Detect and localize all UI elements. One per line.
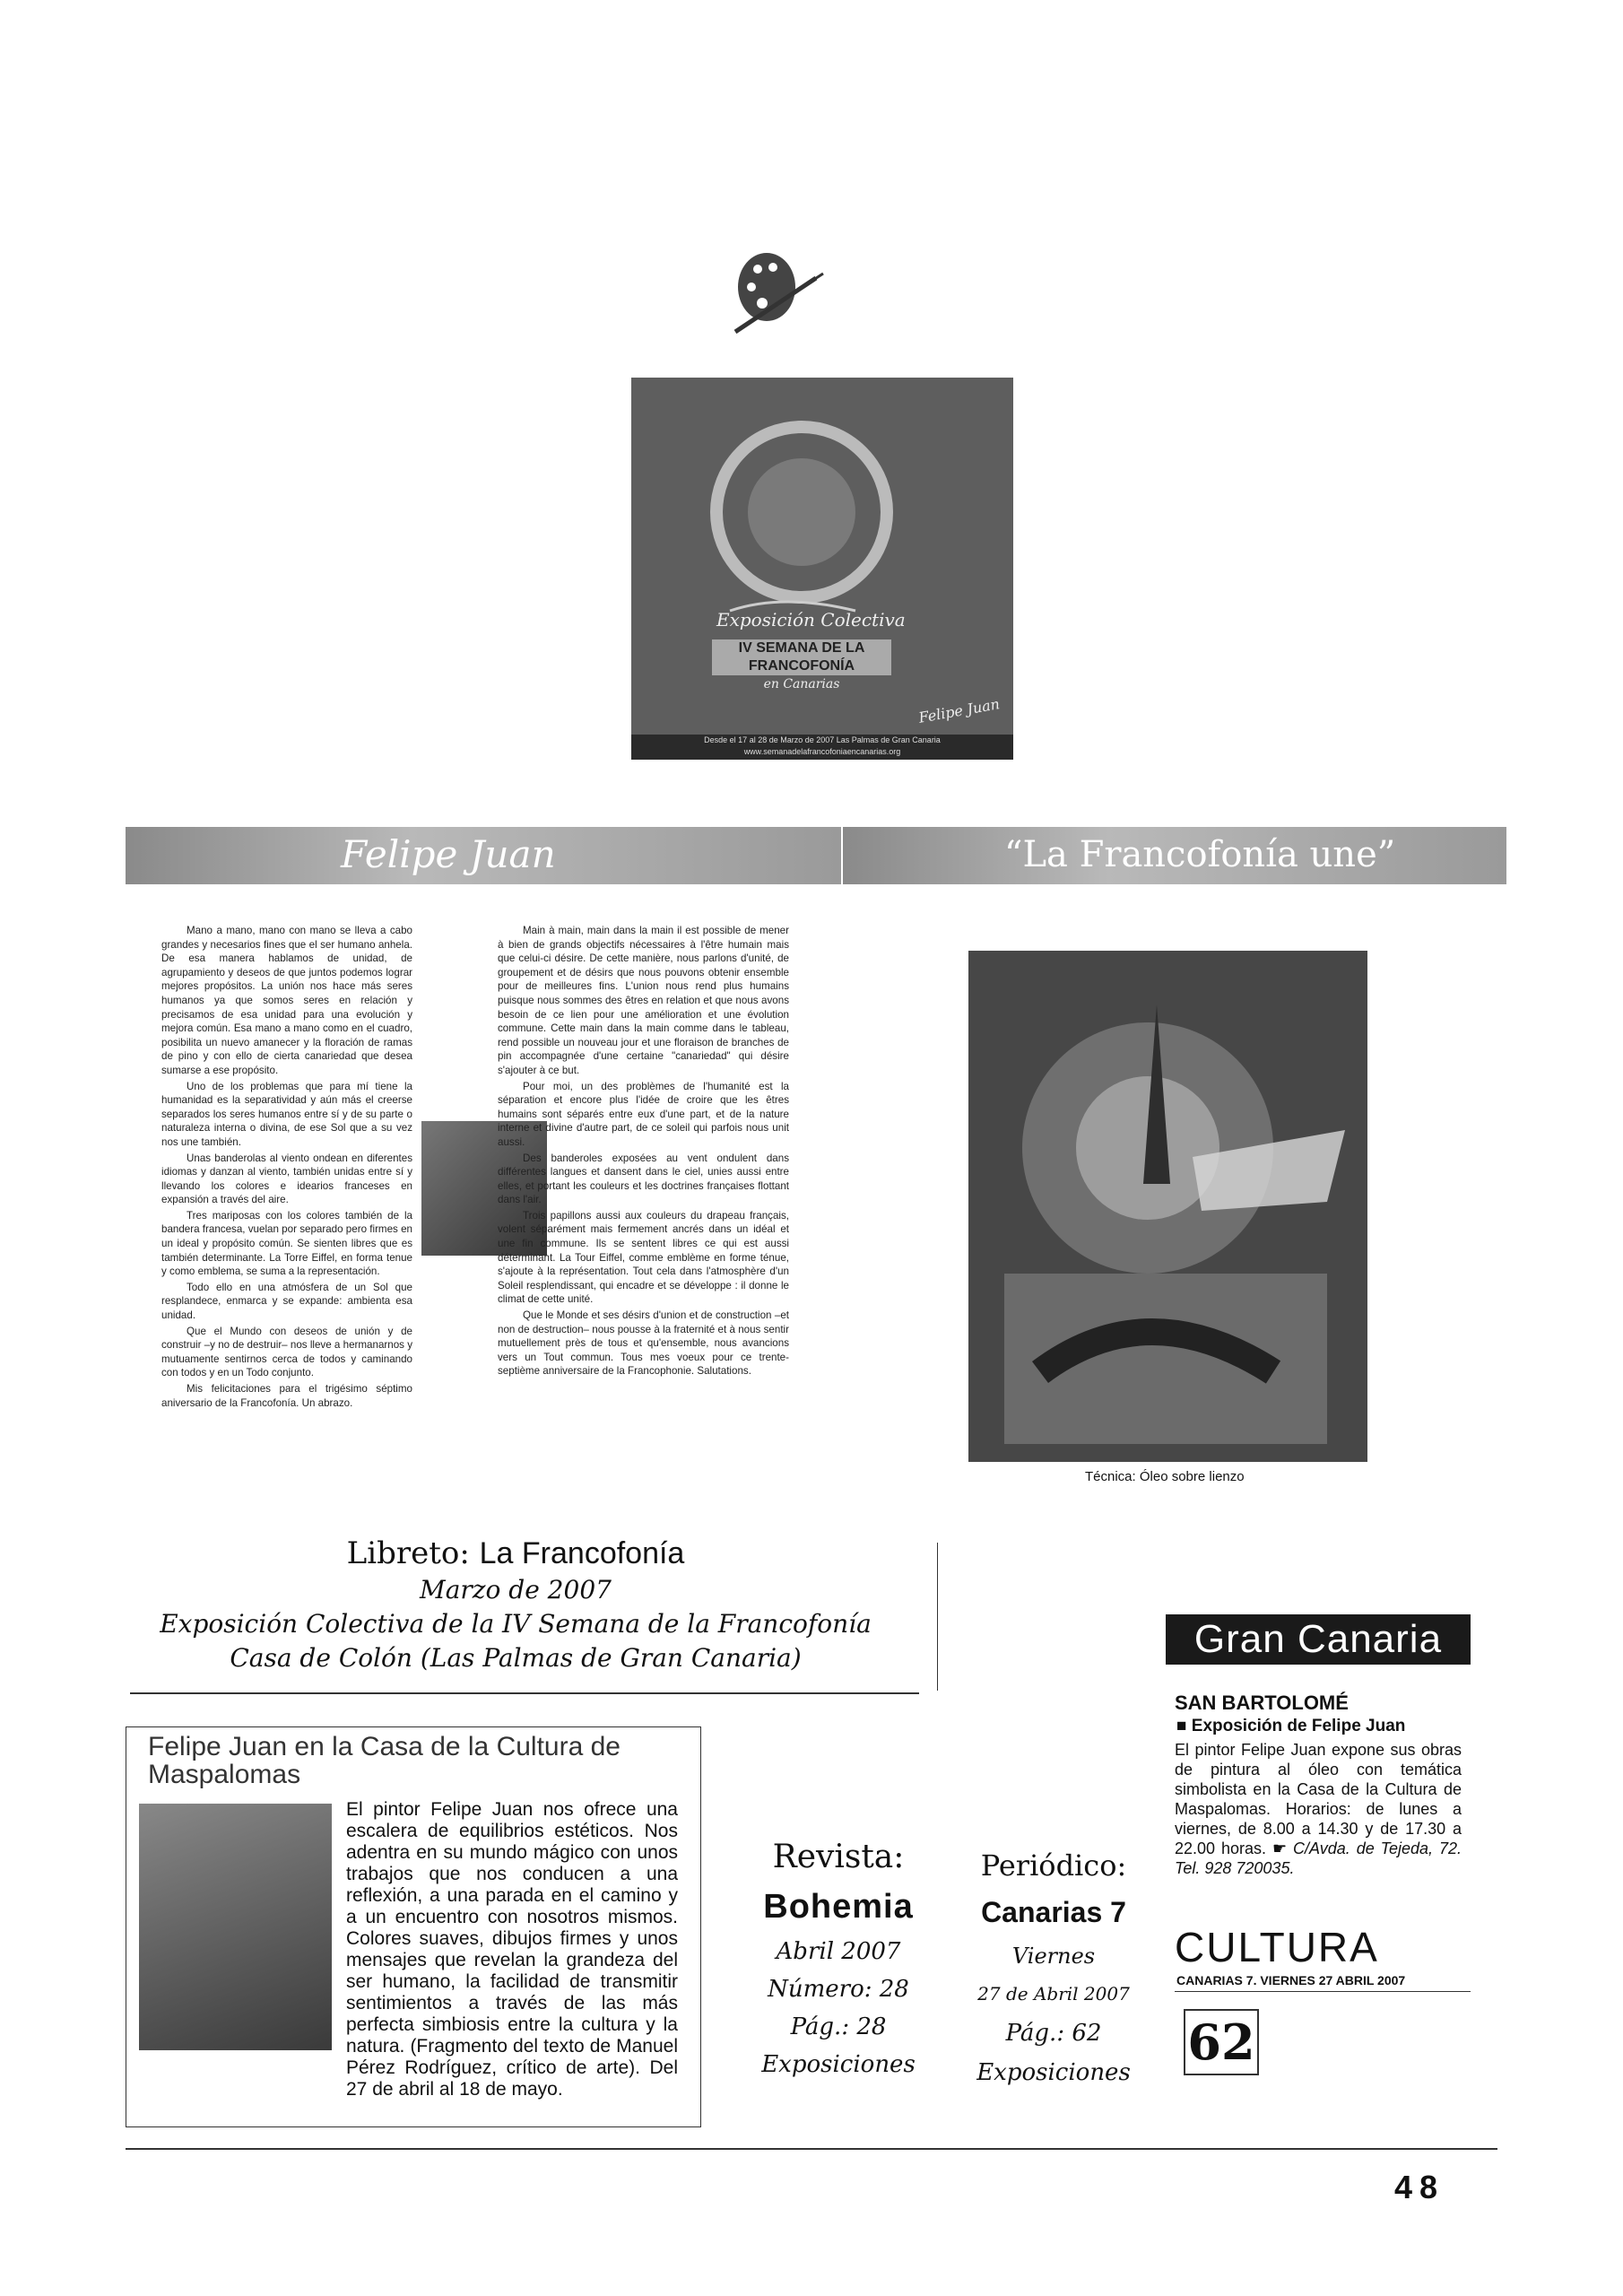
- periodico-section: Exposiciones: [976, 2059, 1131, 2086]
- clipping-photo: [139, 1804, 332, 2050]
- spanish-paragraph: Uno de los problemas que para mí tiene la humanidad es la separatividad y aún más el creerse separados los seres humanos entre sí y de su parte o naturaleza interna o divina, de ese Sol que a su vez nos une también.: [161, 1080, 412, 1148]
- right-heading: “La Francofonía une”: [1004, 834, 1396, 875]
- libreto-block: [135, 1534, 897, 1675]
- bullet-icon: ■: [1176, 1717, 1192, 1735]
- libreto-label: Libreto:: [346, 1535, 470, 1571]
- vertical-separator: [937, 1543, 938, 1691]
- libreto-rule: [130, 1692, 919, 1694]
- painting-graphic: [968, 951, 1367, 1462]
- painting: [968, 951, 1367, 1462]
- libreto-date: Marzo de 2007: [420, 1575, 612, 1605]
- news-page-number: 62: [1184, 2009, 1259, 2075]
- periodico-block: [950, 1843, 1157, 2091]
- revista-number: Número: 28: [768, 1976, 909, 2003]
- french-paragraph: Que le Monde et ses désirs d'union et de construction –et non de destruction– nous pousse à la fraternité et à nous sentir mutuellement près de tous et qu'ensemble, nous avancions vers un Tout commun. Tous mes voeux pour ce trente-septième anniversaire de la Francophonie. Salutations.: [498, 1309, 789, 1378]
- news-headline-text: Exposición de Felipe Juan: [1191, 1717, 1406, 1735]
- painting-caption: Técnica: Óleo sobre lienzo: [1085, 1469, 1245, 1484]
- news-section-line: CANARIAS 7. VIERNES 27 ABRIL 2007: [1176, 1973, 1406, 1987]
- bottom-rule: [126, 2148, 1497, 2150]
- periodico-date: 27 de Abril 2007: [977, 1983, 1130, 2005]
- news-place: SAN BARTOLOMÉ: [1175, 1692, 1349, 1714]
- exhibition-poster: [631, 378, 1013, 760]
- libreto-value: La Francofonía: [479, 1536, 685, 1570]
- poster-big-title: IV SEMANA DE LA FRANCOFONÍA: [712, 639, 891, 675]
- maspalomas-clipping: [126, 1726, 701, 2127]
- page-number: 48: [1394, 2169, 1445, 2205]
- french-paragraph: Main à main, main dans la main il est possible de mener à bien de grands objectifs nécessaires à l'être humain mais que celui-ci désire. De cette manière, nous parlons d'unité, de groupement et de désirs que nous pouvons obtenir ensemble pour de meilleures fins. L'union nous rend plus humains puisque nous sommes des êtres en relation et que nous avons besoin de ce lien pour une amélioration et une évolution commune. Cette main dans la main comme dans le tableau, rend possible un nouveau jour et une floraison de branches de pin accompagnée d'une certaine "canariedad" qui désire s'ajouter à ce but.: [498, 925, 789, 1076]
- clipping-title: Felipe Juan en la Casa de la Cultura de Maspalomas: [148, 1732, 621, 1789]
- revista-section: Exposiciones: [761, 2051, 916, 2078]
- revista-label: Revista:: [772, 1839, 905, 1875]
- spanish-paragraph: Mano a mano, mano con mano se lleva a cabo grandes y necesarios fines que el ser humano anhela. De esa manera hablamos de unidad, de agrupamiento y deseos de que juntos podemos lograr mejores propósitos. La unión nos hace más seres humanos ya que somos seres en relación y precisamos de esa unidad para una evolución y mejora común. Esa mano a mano como en el cuadro, posibilita un nuevo amanecer y la floración de ramas de pino y con ello de cierta canariedad que desea sumarse a ese propósito.: [161, 925, 412, 1076]
- poster-script: Exposición Colectiva: [716, 609, 906, 631]
- periodico-page: Pág.: 62: [1005, 2020, 1102, 2047]
- news-section-rule: [1175, 1991, 1471, 1992]
- pointing-hand-icon: ☛: [1271, 1839, 1294, 1857]
- news-address: C/Avda. de Tejeda, 72. Tel. 928 720035.: [1175, 1839, 1462, 1877]
- poster-footer-line2: www.semanadelafrancofoniaencanarias.org: [743, 747, 901, 756]
- periodico-name: Canarias 7: [981, 1896, 1126, 1928]
- libreto-line2: Casa de Colón (Las Palmas de Gran Canaria): [230, 1643, 802, 1673]
- poster-footer-line1: Desde el 17 al 28 de Marzo de 2007 Las Palmas de Gran Canaria: [704, 735, 941, 744]
- periodico-label: Periódico:: [980, 1848, 1127, 1883]
- revista-page: Pág.: 28: [790, 2013, 887, 2040]
- libreto-line1: Exposición Colectiva de la IV Semana de la Francofonía: [160, 1609, 872, 1639]
- poster-signature: Felipe Juan: [917, 695, 1002, 726]
- spanish-paragraph: Tres mariposas con los colores también de la bandera francesa, vuelan por separado pero firmes en un ideal y propósito común. Se sienten libres que es también determinante. La Torre Eiffel, en forma tenue y como emblema, se suma a la representación.: [161, 1209, 412, 1278]
- news-masthead: Gran Canaria: [1166, 1614, 1471, 1665]
- poster-sub-title: en Canarias: [763, 677, 840, 691]
- revista-block: [735, 1834, 942, 2083]
- news-body: [1175, 1740, 1462, 1878]
- news-section: CULTURA: [1175, 1924, 1379, 1970]
- periodico-day: Viernes: [1011, 1944, 1096, 1969]
- french-paragraph: Pour moi, un des problèmes de l'humanité est la séparation et encore plus l'idée de croire que les êtres humains sont séparés entre eux d'une part, et de la nature interne et divine d'autre part, de ce soleil qui parfois nous unit aussi.: [498, 1080, 789, 1148]
- spanish-column: [161, 924, 412, 1498]
- left-heading: Felipe Juan: [341, 832, 556, 876]
- news-clipping: [1157, 1614, 1480, 2117]
- clipping-body: El pintor Felipe Juan nos ofrece una escalera de equilibrios estéticos. Nos adentra en su mundo mágico con unos trabajos que nos conducen a una reflexión, a una parada en el camino y a un encuentro con nosotros mismos. Colores suaves, dibujos firmes y unos mensajes que revelan la grandeza del ser humano, la facilidad de transmitir sentimientos a través de las más perfecta simbiosis entre la cultura y la natura. (Fragmento del texto de Manuel Pérez Rodríguez, crítico de arte). Del 27 de abril al 18 de mayo.: [346, 1799, 678, 2100]
- revista-name: Bohemia: [763, 1888, 914, 1926]
- spanish-paragraph: Que el Mundo con deseos de unión y de construir –y no de destruir– nos lleve a hermanarnos y mutuamente sentirnos cerca de todos y caminando con todos y en un Todo conjunto.: [161, 1325, 412, 1379]
- revista-date: Abril 2007: [776, 1938, 901, 1965]
- news-headline: [1176, 1717, 1405, 1736]
- french-paragraph: Des banderoles exposées au vent ondulent dans différentes langues et dansent dans le ciel, unies aussi entre elles, et portant les couleurs et les doctrines françaises flottant dans l'air.: [498, 1152, 789, 1206]
- french-column: [498, 924, 789, 1498]
- spanish-paragraph: Todo ello en una atmósfera de un Sol que resplandece, enmarca y se expande: ambienta esa unidad.: [161, 1281, 412, 1322]
- news-body-main: El pintor Felipe Juan expone sus obras de pintura al óleo con temática simbolista en la Casa de la Cultura de Maspalomas. Horarios: de lunes a viernes, de 8.00 a 14.30 y de 17.30 a 22.00 horas.: [1175, 1741, 1462, 1857]
- french-paragraph: Trois papillons aussi aux couleurs du drapeau français, volent séparément mais fermement ancrés dans un idéal et une fin commune. Ils se sentent libres ce qui est aussi déterminant. La Tour Eiffel, comme emblème en forme ténue, s'ajoute à la représentation. Tout cela dans l'atmosphère d'un Soleil resplendissant, qui encadre et se développe : il donne le climat de cette unité.: [498, 1209, 789, 1306]
- palette-logo: [717, 242, 825, 350]
- spanish-paragraph: Unas banderolas al viento ondean en diferentes idiomas y danzan al viento, también unidas entre sí y llevando los colores e idearios franceses en expansión a través del aire.: [161, 1152, 412, 1206]
- poster-footer: [631, 735, 1013, 760]
- spanish-paragraph: Mis felicitaciones para el trigésimo séptimo aniversario de la Francofonía. Un abrazo.: [161, 1383, 412, 1409]
